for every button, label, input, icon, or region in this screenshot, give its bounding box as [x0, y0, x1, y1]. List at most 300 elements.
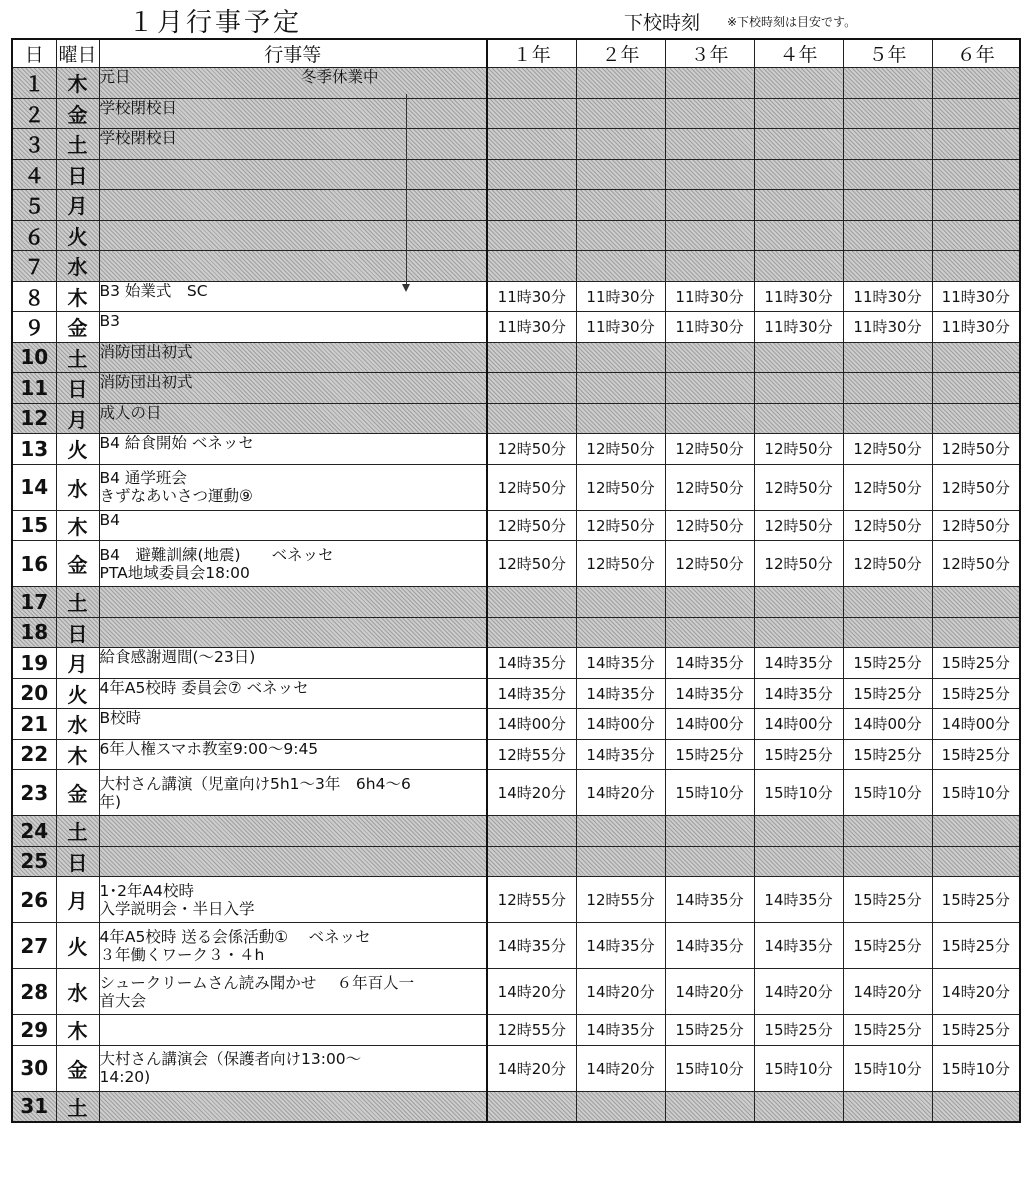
dismissal-time-cell: 14時35分 [487, 923, 576, 969]
table-row [12, 190, 1020, 221]
dismissal-time-cell [487, 129, 576, 160]
event-text: 消防団出初式 [99, 373, 193, 391]
dismissal-time-cell: 14時20分 [576, 969, 665, 1015]
dismissal-time-cell [576, 1091, 665, 1122]
event-text: 1･2年A4校時 入学説明会・半日入学 [99, 881, 255, 918]
dismissal-time-cell [487, 373, 576, 404]
table-row [12, 816, 1020, 847]
dismissal-time-cell [576, 617, 665, 648]
dismissal-time-cell [665, 220, 754, 251]
dismissal-time-cell [665, 617, 754, 648]
dismissal-time-cell: 11時30分 [932, 312, 1020, 343]
event-cell [99, 434, 487, 465]
table-row [12, 709, 1020, 740]
weekday-cell: 木 [56, 68, 99, 99]
dismissal-time-cell: 15時10分 [665, 1045, 754, 1091]
dismissal-time-cell [576, 587, 665, 618]
header-grade-4: ４年 [754, 39, 843, 68]
header-grade-1: １年 [487, 39, 576, 68]
dismissal-time-cell: 12時50分 [843, 464, 932, 510]
weekday-cell: 土 [56, 129, 99, 160]
event-text: B4 通学班会 きずなあいさつ運動⑨ [99, 469, 253, 505]
dismissal-time-cell: 12時50分 [754, 510, 843, 541]
dismissal-time-cell: 12時50分 [932, 510, 1020, 541]
dismissal-time-cell [843, 129, 932, 160]
dismissal-time-cell: 14時20分 [576, 1045, 665, 1091]
winter-break-arrow [406, 94, 408, 294]
dismissal-time-cell: 12時50分 [932, 434, 1020, 465]
dismissal-time-cell [487, 68, 576, 99]
dismissal-time-cell: 15時10分 [754, 1045, 843, 1091]
event-cell [99, 846, 487, 877]
dismissal-time-cell [754, 98, 843, 129]
dismissal-time-cell [932, 342, 1020, 373]
day-cell: 19 [12, 648, 56, 679]
dismissal-time-cell [576, 816, 665, 847]
event-text: B校時 [99, 709, 142, 727]
dismissal-time-cell: 12時50分 [487, 510, 576, 541]
dismissal-time-cell: 12時50分 [754, 434, 843, 465]
dismissal-time-cell: 11時30分 [754, 281, 843, 312]
dismissal-time-cell: 12時50分 [843, 434, 932, 465]
event-cell [99, 1045, 487, 1091]
day-cell: 21 [12, 709, 56, 740]
dismissal-time-cell: 14時00分 [665, 709, 754, 740]
weekday-cell: 日 [56, 846, 99, 877]
dismissal-time-cell [576, 190, 665, 221]
dismissal-time-cell [843, 68, 932, 99]
event-cell [99, 877, 487, 923]
dismissal-time-cell: 14時00分 [754, 709, 843, 740]
dismissal-time-cell [843, 190, 932, 221]
weekday-cell: 木 [56, 510, 99, 541]
day-cell: 27 [12, 923, 56, 969]
day-cell: 10 [12, 342, 56, 373]
dismissal-time-cell: 14時20分 [754, 969, 843, 1015]
dismissal-time-cell [932, 617, 1020, 648]
table-row [12, 877, 1020, 923]
table-row [12, 342, 1020, 373]
weekday-cell: 水 [56, 709, 99, 740]
weekday-cell: 火 [56, 220, 99, 251]
table-row [12, 739, 1020, 770]
dismissal-time-cell [843, 816, 932, 847]
dismissal-time-cell [843, 342, 932, 373]
dismissal-time-cell: 12時50分 [665, 510, 754, 541]
dismissal-time-cell [665, 1091, 754, 1122]
event-cell [99, 281, 487, 312]
table-row [12, 1015, 1020, 1046]
dismissal-time-cell: 12時50分 [754, 464, 843, 510]
table-row [12, 510, 1020, 541]
dismissal-time-cell [843, 403, 932, 434]
table-row [12, 770, 1020, 816]
dismissal-time-cell [932, 403, 1020, 434]
dismissal-time-cell [665, 816, 754, 847]
event-text: 大村さん講演（児童向け5h1～3年 6h4～6 年) [99, 774, 411, 811]
dismissal-time-cell [754, 846, 843, 877]
event-cell [99, 541, 487, 587]
table-row [12, 587, 1020, 618]
dismissal-time-cell: 11時30分 [932, 281, 1020, 312]
event-cell [99, 342, 487, 373]
dismissal-time-cell: 11時30分 [843, 312, 932, 343]
table-row [12, 923, 1020, 969]
dismissal-time-cell: 15時25分 [843, 678, 932, 709]
dismissal-time-cell: 15時25分 [932, 648, 1020, 679]
weekday-cell: 土 [56, 1091, 99, 1122]
dismissal-time-cell: 14時35分 [665, 923, 754, 969]
schedule-table [11, 38, 1021, 1123]
dismissal-time-cell: 12時50分 [576, 434, 665, 465]
dismissal-time-cell [932, 846, 1020, 877]
table-row [12, 846, 1020, 877]
event-text: B3 始業式 SC [99, 281, 208, 300]
event-cell [99, 1015, 487, 1046]
event-cell [99, 678, 487, 709]
dismissal-time-cell: 15時25分 [932, 1015, 1020, 1046]
table-row [12, 678, 1020, 709]
weekday-cell: 日 [56, 617, 99, 648]
day-cell: 26 [12, 877, 56, 923]
dismissal-time-cell [932, 98, 1020, 129]
event-text: 給食感謝週間(～23日) [99, 648, 256, 666]
dismissal-time-cell: 15時25分 [843, 739, 932, 770]
dismissal-time-cell [665, 846, 754, 877]
dismissal-time-cell [487, 220, 576, 251]
event-text: B4 [99, 510, 120, 529]
header-grade-2: ２年 [576, 39, 665, 68]
dismissal-time-cell [754, 403, 843, 434]
dismissal-time-cell [665, 129, 754, 160]
dismissal-time-cell: 12時55分 [487, 739, 576, 770]
weekday-cell: 金 [56, 770, 99, 816]
day-cell: 28 [12, 969, 56, 1015]
day-cell: ６ [12, 220, 56, 251]
dismissal-time-cell [576, 251, 665, 282]
dismissal-time-cell [843, 98, 932, 129]
dismissal-time-cell: 11時30分 [665, 281, 754, 312]
dismissal-time-cell [843, 373, 932, 404]
weekday-cell: 土 [56, 816, 99, 847]
dismissal-time-cell [665, 251, 754, 282]
weekday-cell: 火 [56, 678, 99, 709]
dismissal-time-cell: 15時25分 [843, 923, 932, 969]
table-row [12, 251, 1020, 282]
event-text: B4 給食開始 ベネッセ [99, 434, 254, 452]
dismissal-time-cell: 12時50分 [665, 434, 754, 465]
dismissal-time-cell: 14時35分 [576, 739, 665, 770]
day-cell: 20 [12, 678, 56, 709]
weekday-cell: 金 [56, 312, 99, 343]
table-row [12, 281, 1020, 312]
dismissal-time-cell [487, 251, 576, 282]
dismissal-time-cell [932, 1091, 1020, 1122]
dismissal-time-cell: 15時25分 [843, 877, 932, 923]
dismissal-time-cell [932, 68, 1020, 99]
page-title: １月行事予定 [128, 8, 303, 38]
day-cell: ４ [12, 159, 56, 190]
dismissal-time-cell [843, 1091, 932, 1122]
dismissal-time-cell: 14時00分 [932, 709, 1020, 740]
dismissal-time-cell [576, 159, 665, 190]
dismissal-time-cell [487, 1091, 576, 1122]
dismissal-time-cell: 14時35分 [754, 923, 843, 969]
dismissal-time-cell [932, 129, 1020, 160]
dismissal-time-cell [487, 403, 576, 434]
dismissal-time-cell [754, 342, 843, 373]
weekday-cell: 月 [56, 648, 99, 679]
dismissal-time-cell: 14時35分 [576, 923, 665, 969]
event-cell [99, 190, 487, 221]
event-text: 学校閉校日 [99, 98, 178, 117]
dismissal-time-cell: 12時55分 [487, 1015, 576, 1046]
weekday-cell: 日 [56, 373, 99, 404]
event-cell [99, 464, 487, 510]
dismissal-time-cell: 11時30分 [576, 281, 665, 312]
dismissal-time-cell [487, 98, 576, 129]
dismissal-time-cell [932, 816, 1020, 847]
dismissal-time-cell [487, 617, 576, 648]
dismissal-time-cell: 12時50分 [487, 541, 576, 587]
dismissal-time-cell: 12時50分 [487, 434, 576, 465]
table-row [12, 648, 1020, 679]
dismissal-time-cell: 12時50分 [576, 510, 665, 541]
dismissal-time-cell [843, 251, 932, 282]
dismissal-time-cell [665, 98, 754, 129]
dismissal-time-cell [576, 129, 665, 160]
event-cell [99, 587, 487, 618]
dismissal-time-cell [754, 373, 843, 404]
dismissal-time-cell: 15時10分 [754, 770, 843, 816]
dismissal-time-cell: 12時55分 [576, 877, 665, 923]
dismissal-time-cell: 14時20分 [665, 969, 754, 1015]
dismissal-time-cell: 15時10分 [843, 770, 932, 816]
day-cell: 29 [12, 1015, 56, 1046]
dismissal-time-cell: 14時20分 [487, 770, 576, 816]
table-row [12, 969, 1020, 1015]
event-cell [99, 648, 487, 679]
dismissal-time-cell: 11時30分 [754, 312, 843, 343]
event-text: 学校閉校日 [99, 129, 178, 147]
event-cell [99, 1091, 487, 1122]
dismissal-time-cell: 14時00分 [843, 709, 932, 740]
dismissal-time-cell [932, 159, 1020, 190]
table-row [12, 159, 1020, 190]
dismissal-time-cell: 14時35分 [665, 648, 754, 679]
dismissal-time-cell [843, 159, 932, 190]
table-row [12, 68, 1020, 99]
dismissal-time-cell: 15時25分 [843, 648, 932, 679]
dismissal-time-cell [665, 342, 754, 373]
header-grade-5: ５年 [843, 39, 932, 68]
day-cell: 15 [12, 510, 56, 541]
day-cell: ８ [12, 281, 56, 312]
day-cell: 23 [12, 770, 56, 816]
weekday-cell: 土 [56, 342, 99, 373]
event-cell [99, 403, 487, 434]
event-text: 6年人権スマホ教室9:00～9:45 [99, 739, 319, 758]
dismissal-time-cell: 15時25分 [932, 877, 1020, 923]
dismissal-time-cell: 11時30分 [487, 312, 576, 343]
table-row [12, 220, 1020, 251]
table-row [12, 403, 1020, 434]
dismissal-time-cell: 12時50分 [843, 541, 932, 587]
dismissal-time-cell [932, 587, 1020, 618]
dismissal-time-cell [665, 159, 754, 190]
dismissal-time-cell: 14時35分 [754, 877, 843, 923]
table-row [12, 464, 1020, 510]
dismissal-time-cell [754, 617, 843, 648]
dismissal-time-cell [665, 373, 754, 404]
weekday-cell: 土 [56, 587, 99, 618]
weekday-cell: 金 [56, 541, 99, 587]
dismissal-time-cell: 11時30分 [576, 312, 665, 343]
table-row [12, 373, 1020, 404]
event-cell [99, 510, 487, 541]
dismissal-time-cell: 14時35分 [576, 678, 665, 709]
dismissal-time-cell [576, 68, 665, 99]
event-text: 消防団出初式 [99, 342, 193, 361]
table-row [12, 1091, 1020, 1122]
dismissal-time-cell [665, 190, 754, 221]
weekday-cell: 月 [56, 877, 99, 923]
dismissal-time-cell [576, 846, 665, 877]
event-cell [99, 816, 487, 847]
dismissal-time-cell [843, 220, 932, 251]
dismissal-time-cell [665, 68, 754, 99]
weekday-cell: 木 [56, 281, 99, 312]
dismissal-time-cell: 15時25分 [665, 1015, 754, 1046]
event-cell [99, 969, 487, 1015]
header-row [12, 39, 1020, 68]
dismissal-time-cell [487, 587, 576, 618]
dismissal-time-cell: 12時50分 [932, 464, 1020, 510]
event-cell [99, 617, 487, 648]
dismissal-time-cell: 15時10分 [843, 1045, 932, 1091]
day-cell: 30 [12, 1045, 56, 1091]
dismissal-time-cell [754, 159, 843, 190]
dismissal-time-cell: 14時00分 [487, 709, 576, 740]
arrow-line [406, 94, 407, 286]
dismissal-time-cell [932, 190, 1020, 221]
header-day: 日 [12, 39, 56, 68]
weekday-cell: 月 [56, 403, 99, 434]
event-cell [99, 251, 487, 282]
event-text: 4年A5校時 送る会係活動① ベネッセ ３年働くワーク３・４h [99, 927, 371, 964]
weekday-cell: 水 [56, 251, 99, 282]
event-text: シュークリームさん読み聞かせ ６年百人一 首大会 [99, 973, 415, 1010]
dismissal-time-cell: 12時50分 [487, 464, 576, 510]
day-cell: ２ [12, 98, 56, 129]
table-row [12, 1045, 1020, 1091]
dismissal-time-cell: 14時20分 [576, 770, 665, 816]
day-cell: ５ [12, 190, 56, 221]
day-cell: ９ [12, 312, 56, 343]
dismissal-time-cell [487, 846, 576, 877]
dismissal-time-cell [932, 220, 1020, 251]
day-cell: ３ [12, 129, 56, 160]
dismissal-time-cell: 14時35分 [487, 678, 576, 709]
weekday-cell: 水 [56, 464, 99, 510]
day-cell: 17 [12, 587, 56, 618]
event-text: 大村さん講演会（保護者向け13:00～ 14:20) [99, 1050, 362, 1086]
dismissal-time-cell: 12時50分 [843, 510, 932, 541]
dismissal-time-cell: 14時35分 [754, 648, 843, 679]
header-weekday: 曜日 [56, 39, 99, 68]
dismissal-time-cell: 12時50分 [932, 541, 1020, 587]
dismissal-time-cell: 15時25分 [754, 1015, 843, 1046]
weekday-cell: 月 [56, 190, 99, 221]
dismissal-time-cell: 15時10分 [932, 1045, 1020, 1091]
weekday-cell: 木 [56, 739, 99, 770]
dismissal-time-cell [665, 587, 754, 618]
day-cell: 18 [12, 617, 56, 648]
dismissal-time-cell [487, 816, 576, 847]
dismissal-time-cell: 11時30分 [487, 281, 576, 312]
dismissal-time-cell [754, 251, 843, 282]
dismissal-time-cell [754, 190, 843, 221]
event-cell [99, 98, 487, 129]
header-grade-6: ６年 [932, 39, 1020, 68]
dismissal-time-cell: 11時30分 [843, 281, 932, 312]
dismissal-time-cell: 12時55分 [487, 877, 576, 923]
dismissal-time-cell [932, 251, 1020, 282]
day-cell: 22 [12, 739, 56, 770]
weekday-cell: 火 [56, 923, 99, 969]
event-cell [99, 709, 487, 740]
event-text: 成人の日 [99, 403, 162, 422]
day-cell: 24 [12, 816, 56, 847]
dismissal-time-cell: 15時25分 [843, 1015, 932, 1046]
dismissal-time-cell: 15時10分 [665, 770, 754, 816]
dismissal-time-cell: 14時20分 [843, 969, 932, 1015]
table-row [12, 617, 1020, 648]
day-cell: 11 [12, 373, 56, 404]
dismissal-time-cell: 15時10分 [932, 770, 1020, 816]
dismissal-time-cell [754, 1091, 843, 1122]
event-text: B3 [99, 312, 120, 330]
dismissal-time-label: 下校時刻 [624, 12, 701, 34]
event-cell [99, 923, 487, 969]
dismissal-time-cell [843, 846, 932, 877]
table-row [12, 129, 1020, 160]
event-cell [99, 312, 487, 343]
table-row [12, 541, 1020, 587]
day-cell: 31 [12, 1091, 56, 1122]
dismissal-time-cell: 12時50分 [665, 541, 754, 587]
day-cell: 25 [12, 846, 56, 877]
dismissal-time-cell [754, 587, 843, 618]
dismissal-time-note: ※下校時刻は目安です。 [727, 15, 857, 29]
dismissal-time-cell: 14時35分 [576, 1015, 665, 1046]
day-cell: １ [12, 68, 56, 99]
day-cell: 14 [12, 464, 56, 510]
event-cell [99, 739, 487, 770]
day-cell: ７ [12, 251, 56, 282]
dismissal-time-cell: 15時25分 [932, 923, 1020, 969]
dismissal-time-cell [576, 220, 665, 251]
day-cell: 13 [12, 434, 56, 465]
dismissal-time-cell [487, 190, 576, 221]
dismissal-time-cell: 14時20分 [932, 969, 1020, 1015]
event-cell [99, 770, 487, 816]
dismissal-time-cell [754, 816, 843, 847]
dismissal-time-cell: 14時35分 [665, 678, 754, 709]
event-cell [99, 159, 487, 190]
header-event: 行事等 [99, 39, 487, 68]
dismissal-time-cell: 15時25分 [665, 739, 754, 770]
